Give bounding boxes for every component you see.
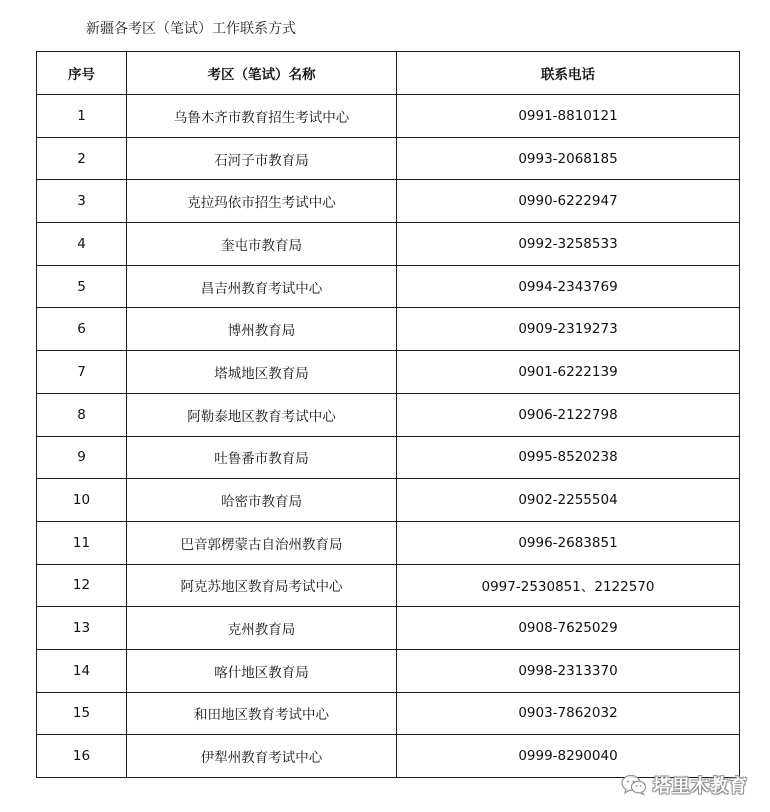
table-row bbox=[37, 607, 740, 650]
cell-phone: 0996-2683851 bbox=[397, 521, 740, 564]
wechat-icon bbox=[621, 774, 647, 796]
table-row bbox=[37, 479, 740, 522]
cell-index: 13 bbox=[37, 607, 127, 650]
cell-phone: 0901-6222139 bbox=[397, 351, 740, 394]
table-row bbox=[37, 308, 740, 351]
cell-index: 6 bbox=[37, 308, 127, 351]
cell-index: 10 bbox=[37, 479, 127, 522]
header-name: 考区（笔试）名称 bbox=[127, 52, 397, 95]
cell-index: 5 bbox=[37, 265, 127, 308]
contact-table bbox=[36, 51, 740, 778]
cell-name: 克州教育局 bbox=[127, 607, 397, 650]
table-row bbox=[37, 351, 740, 394]
cell-name: 吐鲁番市教育局 bbox=[127, 436, 397, 479]
table-row bbox=[37, 436, 740, 479]
table-row bbox=[37, 649, 740, 692]
cell-name: 乌鲁木齐市教育招生考试中心 bbox=[127, 95, 397, 138]
cell-index: 14 bbox=[37, 649, 127, 692]
table-row bbox=[37, 564, 740, 607]
table-row bbox=[37, 521, 740, 564]
cell-phone: 0998-2313370 bbox=[397, 649, 740, 692]
cell-index: 9 bbox=[37, 436, 127, 479]
cell-phone: 0992-3258533 bbox=[397, 223, 740, 266]
page-title: 新疆各考区（笔试）工作联系方式 bbox=[86, 21, 296, 37]
cell-name: 塔城地区教育局 bbox=[127, 351, 397, 394]
table-row bbox=[37, 180, 740, 223]
cell-index: 7 bbox=[37, 351, 127, 394]
cell-name: 伊犁州教育考试中心 bbox=[127, 735, 397, 778]
watermark-text: 塔里木教育 bbox=[653, 776, 748, 797]
cell-phone: 0991-8810121 bbox=[397, 95, 740, 138]
cell-phone: 0906-2122798 bbox=[397, 393, 740, 436]
cell-index: 4 bbox=[37, 223, 127, 266]
header-index: 序号 bbox=[37, 52, 127, 95]
cell-name: 和田地区教育考试中心 bbox=[127, 692, 397, 735]
cell-name: 昌吉州教育考试中心 bbox=[127, 265, 397, 308]
table-row bbox=[37, 692, 740, 735]
header-phone: 联系电话 bbox=[397, 52, 740, 95]
table-row bbox=[37, 265, 740, 308]
table-header-row bbox=[37, 52, 740, 95]
cell-index: 2 bbox=[37, 137, 127, 180]
cell-phone: 0903-7862032 bbox=[397, 692, 740, 735]
cell-name: 克拉玛依市招生考试中心 bbox=[127, 180, 397, 223]
cell-index: 8 bbox=[37, 393, 127, 436]
cell-phone: 0902-2255504 bbox=[397, 479, 740, 522]
cell-index: 12 bbox=[37, 564, 127, 607]
table-row bbox=[37, 223, 740, 266]
cell-name: 阿克苏地区教育局考试中心 bbox=[127, 564, 397, 607]
cell-name: 巴音郭楞蒙古自治州教育局 bbox=[127, 521, 397, 564]
cell-name: 博州教育局 bbox=[127, 308, 397, 351]
watermark bbox=[621, 772, 748, 798]
cell-phone: 0990-6222947 bbox=[397, 180, 740, 223]
cell-index: 16 bbox=[37, 735, 127, 778]
cell-phone: 0999-8290040 bbox=[397, 735, 740, 778]
cell-index: 3 bbox=[37, 180, 127, 223]
cell-index: 11 bbox=[37, 521, 127, 564]
cell-index: 1 bbox=[37, 95, 127, 138]
cell-name: 哈密市教育局 bbox=[127, 479, 397, 522]
cell-name: 喀什地区教育局 bbox=[127, 649, 397, 692]
cell-phone: 0908-7625029 bbox=[397, 607, 740, 650]
table-row bbox=[37, 95, 740, 138]
cell-name: 石河子市教育局 bbox=[127, 137, 397, 180]
cell-phone: 0993-2068185 bbox=[397, 137, 740, 180]
cell-phone: 0995-8520238 bbox=[397, 436, 740, 479]
cell-name: 奎屯市教育局 bbox=[127, 223, 397, 266]
cell-name: 阿勒泰地区教育考试中心 bbox=[127, 393, 397, 436]
cell-phone: 0994-2343769 bbox=[397, 265, 740, 308]
cell-phone: 0909-2319273 bbox=[397, 308, 740, 351]
table-row bbox=[37, 393, 740, 436]
cell-index: 15 bbox=[37, 692, 127, 735]
cell-phone: 0997-2530851、2122570 bbox=[397, 564, 740, 607]
table-row bbox=[37, 137, 740, 180]
